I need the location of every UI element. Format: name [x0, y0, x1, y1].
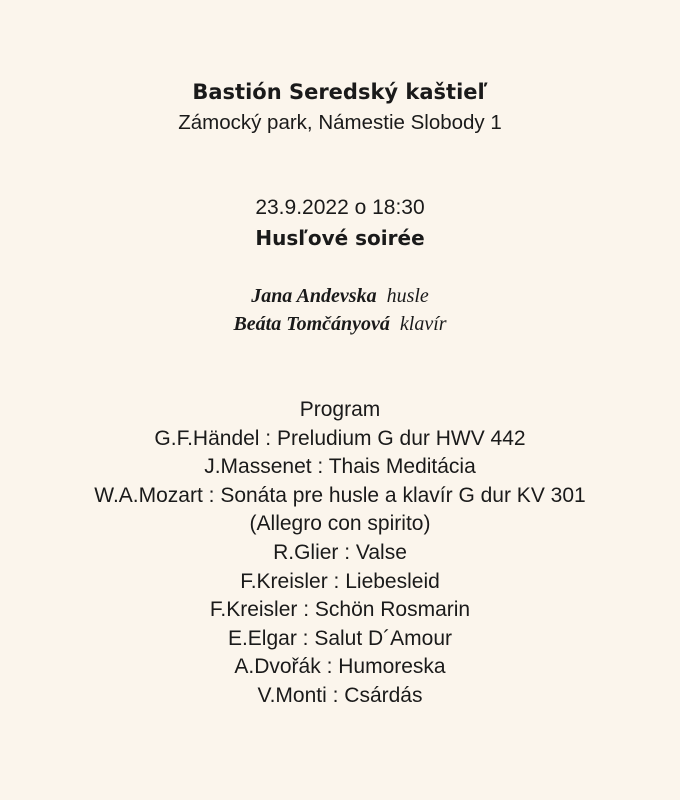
- performer-violin: [0, 285, 680, 308]
- program-item: F.Kreisler : Liebesleid: [240, 569, 440, 593]
- venue-address: Zámocký park, Námestie Slobody 1: [178, 111, 502, 134]
- program-item: A.Dvořák : Humoreska: [234, 655, 446, 679]
- concert-title: Husľové soirée: [255, 226, 425, 250]
- program-item: W.A.Mozart : Sonáta pre husle a klavír G dur KV 301: [94, 483, 586, 507]
- performer-instrument: husle: [386, 285, 429, 307]
- program-item: R.Glier : Valse: [273, 540, 407, 564]
- program-item: V.Monti : Csárdás: [257, 683, 423, 707]
- program-item: G.F.Händel : Preludium G dur HWV 442: [154, 426, 526, 450]
- performer-piano: [0, 313, 680, 336]
- program-item: F.Kreisler : Schön Rosmarin: [209, 598, 471, 622]
- performer-instrument: klavír: [399, 313, 447, 335]
- program-item: J.Massenet : Thais Meditácia: [204, 455, 476, 479]
- performer-name: Jana Andevska: [251, 285, 377, 307]
- program-item: E.Elgar : Salut D´Amour: [227, 626, 453, 650]
- program-heading: Program: [299, 398, 381, 421]
- performer-name: Beáta Tomčányová: [233, 313, 390, 335]
- venue-name: Bastión Seredský kaštieľ: [192, 80, 488, 104]
- program-item: (Allegro con spirito): [249, 512, 431, 536]
- program-list: [0, 396, 680, 711]
- event-date-time: 23.9.2022 o 18:30: [255, 196, 425, 219]
